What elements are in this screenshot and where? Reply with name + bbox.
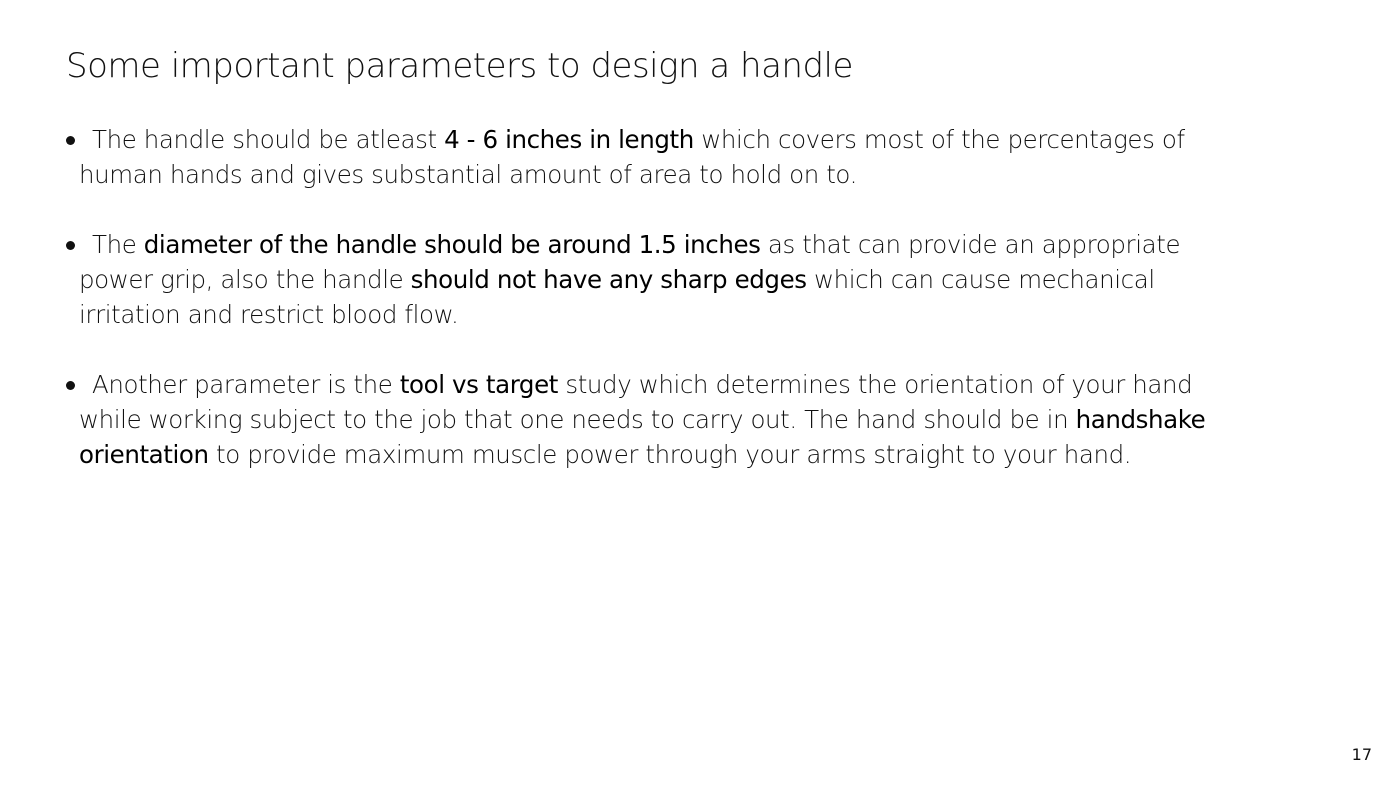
bullet-highlight: 4 - 6 inches in length bbox=[444, 125, 694, 154]
page-number: 17 bbox=[1351, 745, 1372, 764]
bullet-item bbox=[66, 367, 1206, 472]
slide-title: Some important parameters to design a handle bbox=[66, 46, 853, 86]
bullet-highlight: handshake orientation bbox=[79, 405, 1206, 469]
bullet-text-part: which covers most of the percentages of human hands and gives substantial amount of area to hold on to. bbox=[79, 125, 1185, 189]
bullet-item bbox=[66, 122, 1206, 192]
bullet-highlight: should not have any sharp edges bbox=[410, 265, 807, 294]
bullet-list bbox=[66, 122, 1206, 507]
bullet-text-part: Another parameter is the bbox=[92, 370, 400, 399]
bullet-icon bbox=[66, 381, 75, 390]
bullet-text bbox=[79, 125, 1185, 189]
bullet-text-part: as that can provide an appropriate power grip, also the handle bbox=[79, 230, 1181, 294]
bullet-text bbox=[79, 370, 1205, 469]
bullet-highlight: tool vs target bbox=[399, 370, 558, 399]
bullet-item bbox=[66, 227, 1206, 332]
bullet-highlight: diameter of the handle should be around 1.5 inches bbox=[143, 230, 761, 259]
bullet-text-part: which can cause mechanical irritation and restrict blood flow. bbox=[79, 265, 1155, 329]
bullet-icon bbox=[66, 136, 75, 145]
bullet-text-part: The bbox=[92, 230, 144, 259]
bullet-text-part: to provide maximum muscle power through your arms straight to your hand. bbox=[208, 440, 1132, 469]
bullet-text-part: study which determines the orientation of your hand while working subject to the job that one needs to carry out. The hand should be in bbox=[79, 370, 1193, 434]
bullet-text bbox=[79, 230, 1180, 329]
bullet-icon bbox=[66, 241, 75, 250]
bullet-text-part: The handle should be atleast bbox=[92, 125, 445, 154]
